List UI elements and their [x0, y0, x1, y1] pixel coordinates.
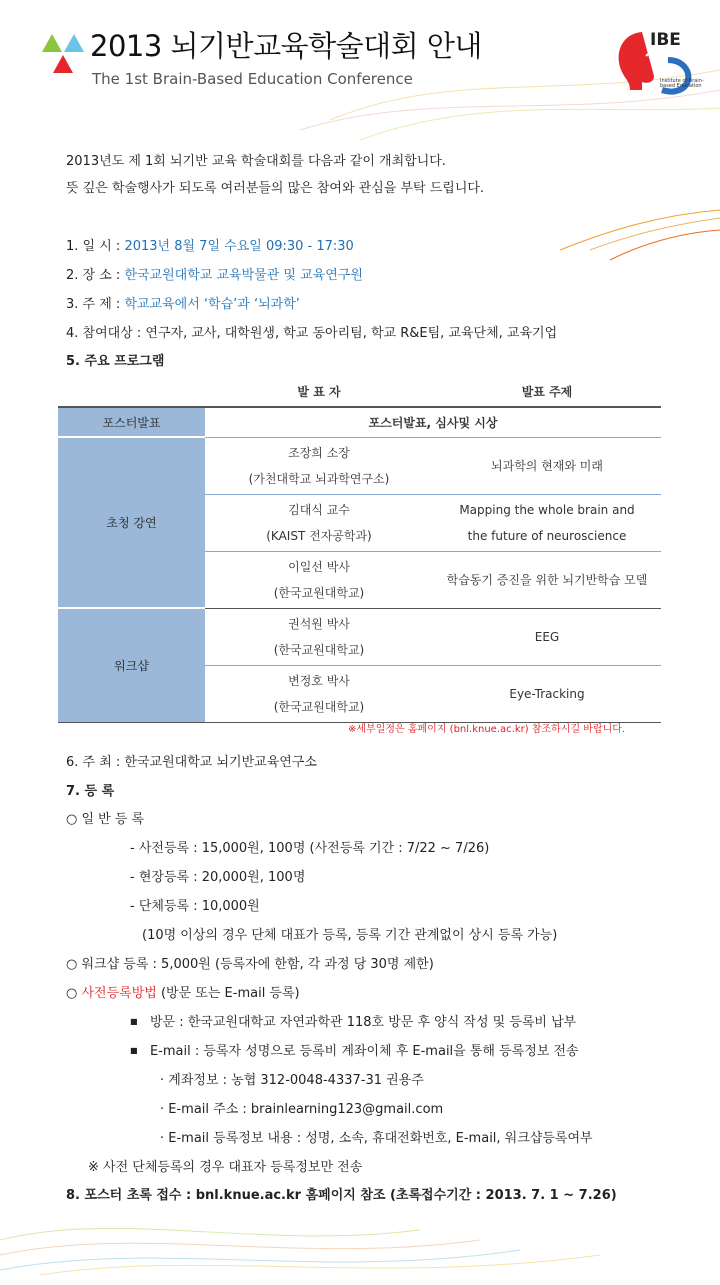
- category-workshop: 워크샵: [58, 608, 205, 722]
- intro-line-1: 2013년도 제 1회 뇌기반 교육 학술대회를 다음과 같이 개최합니다.: [66, 154, 446, 169]
- topic-cell: EEG: [433, 608, 661, 665]
- program-note: ※세부일정은 홈페이지 (bnl.knue.ac.kr) 참조하시길 바랍니다.: [348, 724, 626, 735]
- bullet-square-icon: ■: [130, 1017, 138, 1026]
- registration-pre: - 사전등록 : 15,000원, 100명 (사전등록 기간 : 7/22 ~ 7/26): [130, 841, 490, 856]
- intro-line-2: 뜻 깊은 학술행사가 되도록 여러분들의 많은 참여와 관심을 부탁 드립니다.: [66, 181, 485, 196]
- item-date: [66, 235, 354, 254]
- item-place: [66, 264, 363, 283]
- presenter-affiliation: (가천대학교 뇌과학연구소): [248, 471, 390, 486]
- registration-group-note: (10명 이상의 경우 단체 대표가 등록, 등록 기간 관계없이 상시 등록 가능): [142, 928, 558, 943]
- presenter-cell: [205, 665, 433, 722]
- host-line: 6. 주 최 : 한국교원대학교 뇌기반교육연구소: [66, 755, 317, 770]
- topic-line: 학습동기 증진을 위한 뇌기반학습 모델: [446, 572, 648, 587]
- registration-method-suffix: (방문 또는 E-mail 등록): [156, 986, 300, 1001]
- presenter-name: 변정호 박사: [288, 673, 350, 688]
- registration-email-item: [130, 1040, 579, 1059]
- registration-account: · 계좌정보 : 농협 312-0048-4337-31 권용주: [160, 1073, 424, 1088]
- item-topic-value: 학교교육에서 ‘학습’과 ‘뇌과학’: [124, 297, 300, 312]
- blue-triangle-icon: [64, 34, 84, 52]
- registration-email-info: · E-mail 등록정보 내용 : 성명, 소속, 휴대전화번호, E-mail, 워크샵등록여부: [160, 1131, 593, 1146]
- item-date-value: 2013년 8월 7일 수요일 09:30 - 17:30: [124, 239, 354, 254]
- item-place-label: 2. 장 소 :: [66, 268, 125, 283]
- bullet-square-icon: ■: [130, 1046, 138, 1055]
- item-audience: 4. 참여대상 : 연구자, 교사, 대학원생, 학교 동아리팀, 학교 R&E팀, 교육단체, 교육기업: [66, 326, 558, 341]
- registration-onsite: - 현장등록 : 20,000원, 100명: [130, 870, 306, 885]
- red-triangle-icon: [53, 55, 73, 73]
- page-subtitle: The 1st Brain-Based Education Conference: [92, 70, 413, 88]
- presenter-cell: [205, 551, 433, 608]
- logo-subtext: Institute of Brain-based Education: [660, 78, 704, 89]
- topic-line: Mapping the whole brain and: [459, 502, 635, 517]
- presenter-affiliation: (한국교원대학교): [273, 642, 365, 657]
- registration-workshop: ○ 워크샵 등록 : 5,000원 (등록자에 한함, 각 과정 당 30명 제한): [66, 957, 434, 972]
- presenter-name: 조장희 소장: [288, 445, 350, 460]
- registration-method-label: 사전등록방법: [81, 986, 157, 1001]
- table-row: [58, 407, 661, 437]
- item-place-value: 한국교원대학교 교육박물관 및 교육연구원: [124, 268, 363, 283]
- green-triangle-icon: [42, 34, 62, 52]
- registration-email-address: · E-mail 주소 : brainlearning123@gmail.com: [160, 1102, 444, 1117]
- presenter-name: 이일선 박사: [288, 559, 350, 574]
- topic-cell: [433, 551, 661, 608]
- presenter-name: 김대식 교수: [288, 502, 350, 517]
- presenter-affiliation: (한국교원대학교): [273, 585, 365, 600]
- page-title: 2013 뇌기반교육학술대회 안내: [90, 29, 482, 63]
- table-header-topic: 발표 주제: [433, 376, 661, 407]
- program-table: [58, 376, 661, 723]
- presenter-cell: [205, 437, 433, 494]
- topic-cell: [433, 494, 661, 551]
- table-row: [58, 608, 661, 665]
- registration-method: [66, 982, 300, 1001]
- registration-general: ○ 일 반 등 록: [66, 812, 145, 827]
- registration-method-prefix: ○: [66, 986, 82, 1001]
- item-date-label: 1. 일 시 :: [66, 239, 125, 254]
- category-poster: 포스터발표: [58, 407, 205, 437]
- topic-cell: Eye-Tracking: [433, 665, 661, 722]
- registration-group-rep-note: ※ 사전 단체등록의 경우 대표자 등록정보만 전송: [88, 1160, 363, 1175]
- header: [0, 0, 720, 110]
- topic-line: 뇌과학의 현재와 미래: [491, 458, 603, 473]
- poster-submission: 8. 포스터 초록 접수 : bnl.knue.ac.kr 홈페이지 참조 (초록접수기간 : 2013. 7. 1 ~ 7.26): [66, 1188, 617, 1203]
- table-row: [58, 437, 661, 494]
- poster-description: 포스터발표, 심사및 시상: [205, 407, 661, 437]
- topic-cell: [433, 437, 661, 494]
- logo-text: IBE: [650, 30, 681, 50]
- registration-visit-item: [130, 1011, 576, 1030]
- table-header-empty: [58, 376, 205, 407]
- category-invited: 초청 강연: [58, 437, 205, 608]
- registration-email: E-mail : 등록자 성명으로 등록비 계좌이체 후 E-mail을 통해 등록정보 전송: [149, 1044, 579, 1059]
- registration-heading: 7. 등 록: [66, 784, 115, 799]
- presenter-affiliation: (한국교원대학교): [273, 699, 365, 714]
- presenter-affiliation: (KAIST 전자공학과): [266, 528, 372, 543]
- registration-visit: 방문 : 한국교원대학교 자연과학관 118호 방문 후 양식 작성 및 등록비 납부: [149, 1015, 577, 1030]
- presenter-name: 권석원 박사: [288, 616, 350, 631]
- table-header-presenter: 발 표 자: [205, 376, 433, 407]
- item-topic: [66, 293, 300, 312]
- registration-group: - 단체등록 : 10,000원: [130, 899, 260, 914]
- presenter-cell: [205, 608, 433, 665]
- table-header-row: [58, 376, 661, 407]
- topic-line: the future of neuroscience: [467, 528, 627, 543]
- item-topic-label: 3. 주 제 :: [66, 297, 125, 312]
- presenter-cell: [205, 494, 433, 551]
- program-heading: 5. 주요 프로그램: [66, 354, 165, 369]
